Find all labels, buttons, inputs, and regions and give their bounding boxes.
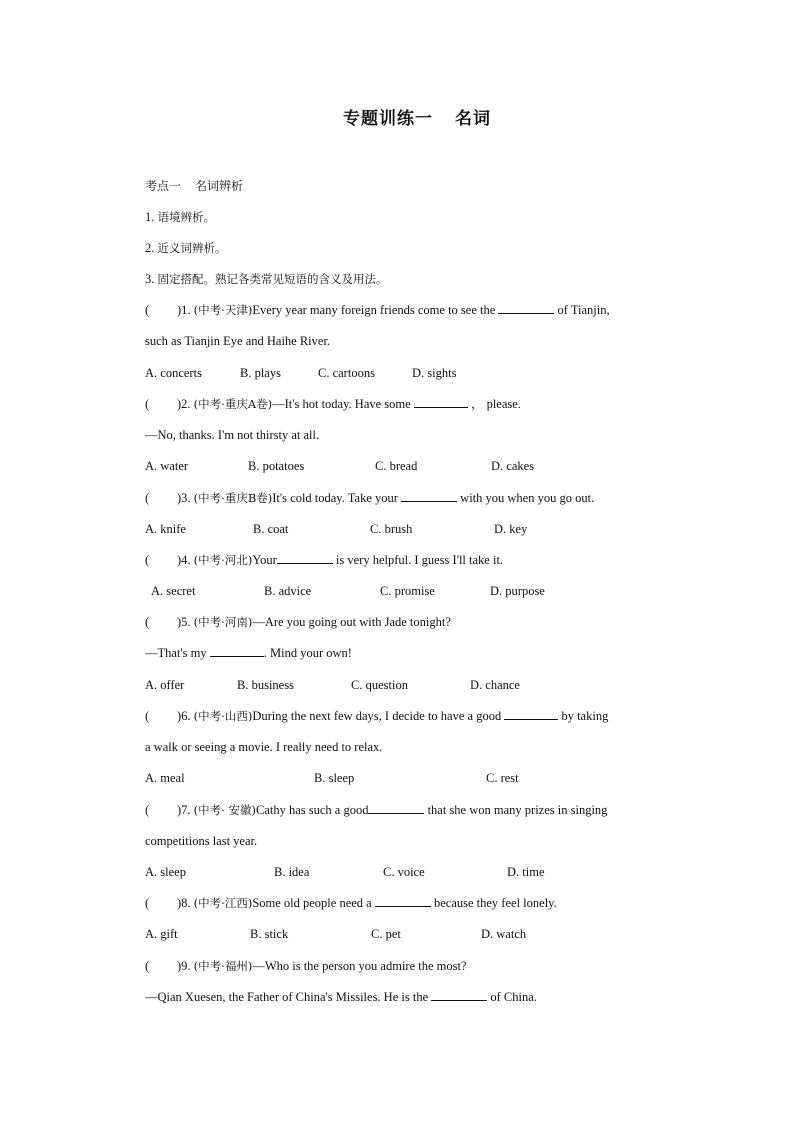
question-5-cont: —That's my . Mind your own! xyxy=(145,646,352,660)
option: A. secret xyxy=(151,584,196,598)
answer-blank xyxy=(210,645,264,657)
option: A. water xyxy=(145,459,189,473)
question-1-cont: such as Tianjin Eye and Haihe River. xyxy=(145,334,331,348)
option: B. plays xyxy=(240,366,281,380)
section-heading: 考点一 名词辨析 xyxy=(145,179,244,193)
question-6: ( )6. (中考·山西)During the next few days, I decide to have a good by taking xyxy=(145,709,609,723)
option: D. cakes xyxy=(491,459,535,473)
option: B. stick xyxy=(250,927,289,941)
option: D. watch xyxy=(481,927,527,941)
answer-blank xyxy=(368,802,424,814)
option: D. sights xyxy=(412,366,457,380)
question-7-cont: competitions last year. xyxy=(145,834,258,848)
option: B. advice xyxy=(264,584,312,598)
option: C. bread xyxy=(375,459,418,473)
question-6-cont: a walk or seeing a movie. I really need to relax. xyxy=(145,740,383,754)
answer-blank xyxy=(414,396,468,408)
option: A. sleep xyxy=(145,865,186,879)
option: C. promise xyxy=(380,584,435,598)
answer-blank xyxy=(401,490,457,502)
option: D. chance xyxy=(470,678,520,692)
question-1: ( )1. (中考·天津)Every year many foreign friends come to see the of Tianjin, xyxy=(145,303,610,317)
title-main: 专题训练一 xyxy=(343,109,433,129)
question-7: ( )7. (中考· 安徽)Cathy has such a good that she won many prizes in singing xyxy=(145,803,608,817)
answer-blank xyxy=(277,552,333,564)
question-2: ( )2. (中考·重庆A卷)—It's hot today. Have some ， please. xyxy=(145,397,521,411)
option: B. business xyxy=(237,678,294,692)
option: A. gift xyxy=(145,927,178,941)
option: D. purpose xyxy=(490,584,545,598)
option: A. offer xyxy=(145,678,185,692)
question-9-cont: —Qian Xuesen, the Father of China's Missiles. He is the of China. xyxy=(145,990,537,1004)
option: A. concerts xyxy=(145,366,202,380)
option: B. potatoes xyxy=(248,459,305,473)
question-2-cont: —No, thanks. I'm not thirsty at all. xyxy=(145,428,320,442)
answer-blank xyxy=(504,708,558,720)
option: D. time xyxy=(507,865,545,879)
option: C. pet xyxy=(371,927,401,941)
question-8: ( )8. (中考·江西)Some old people need a because they feel lonely. xyxy=(145,896,557,910)
answer-blank xyxy=(498,302,554,314)
question-5: ( )5. (中考·河南)—Are you going out with Jade tonight? xyxy=(145,615,451,629)
answer-blank xyxy=(431,989,487,1001)
option: B. idea xyxy=(274,865,310,879)
option: C. cartoons xyxy=(318,366,375,380)
option: C. brush xyxy=(370,522,413,536)
option: D. key xyxy=(494,522,528,536)
option: A. meal xyxy=(145,771,185,785)
option: A. knife xyxy=(145,522,186,536)
answer-blank xyxy=(375,895,431,907)
tip-item: 1. 语境辨析。 xyxy=(145,210,215,224)
question-4: ( )4. (中考·河北)Your is very helpful. I guess I'll take it. xyxy=(145,553,504,567)
tip-item: 3. 固定搭配。熟记各类常见短语的含义及用法。 xyxy=(145,272,388,286)
question-3: ( )3. (中考·重庆B卷)It's cold today. Take your with you when you go out. xyxy=(145,491,595,505)
tip-item: 2. 近义词辨析。 xyxy=(145,241,227,255)
option: C. rest xyxy=(486,771,519,785)
option: B. coat xyxy=(253,522,289,536)
question-9: ( )9. (中考·福州)—Who is the person you admire the most? xyxy=(145,959,467,973)
page-title xyxy=(0,104,794,129)
option: B. sleep xyxy=(314,771,355,785)
option: C. question xyxy=(351,678,408,692)
title-sub: 名词 xyxy=(455,109,491,129)
option: C. voice xyxy=(383,865,425,879)
